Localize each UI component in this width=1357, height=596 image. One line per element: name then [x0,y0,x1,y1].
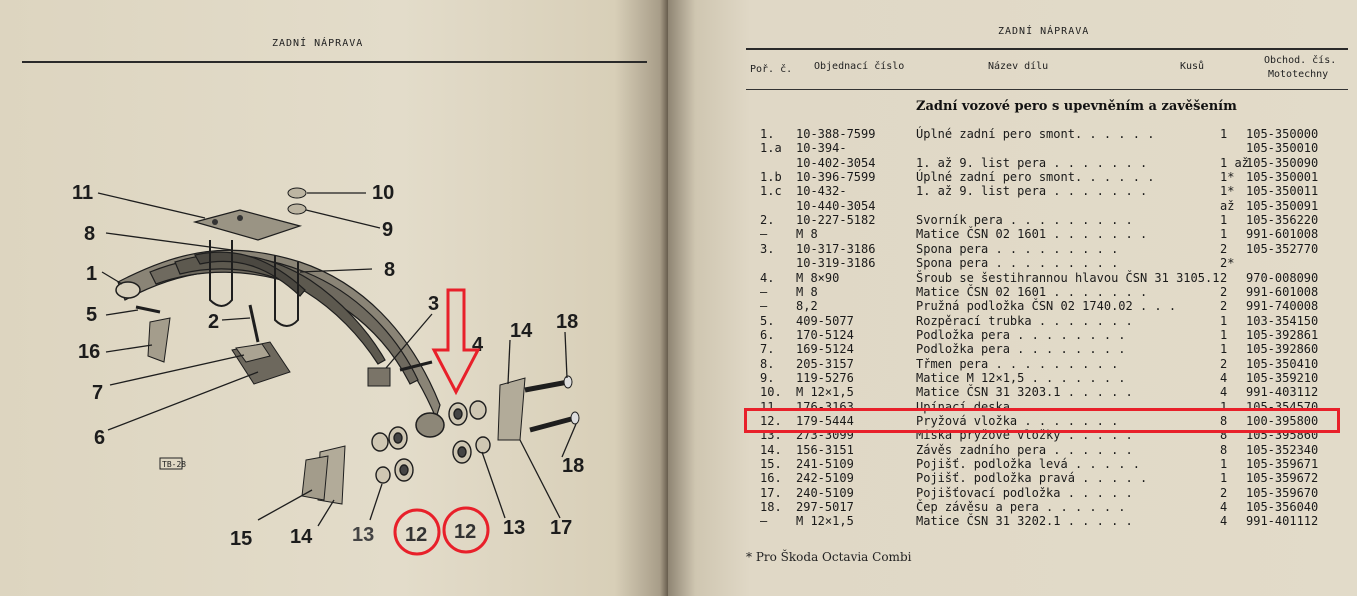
right-page [668,0,1357,596]
cell-index: 10. [760,385,782,400]
table-row [668,314,1357,328]
cell-index: — [760,299,768,314]
right-header-rule [746,48,1348,50]
cell-quantity: 1 [1220,127,1228,141]
cell-part-name: Šroub se šestihrannou hlavou ČSN 31 3105.1 [916,270,1220,285]
cell-order-number: M 8 [796,227,818,242]
table-row [668,500,1357,514]
cell-quantity: 1 až [1220,155,1249,170]
cell-order-number: 10-388-7599 [796,127,876,141]
cell-part-name: Matice ČSN 02 1601 . . . . . . . [916,284,1148,299]
callout-4: 4 [472,334,484,356]
cell-mototechna-number: 105-350000 [1246,127,1319,141]
cell-index: 7. [760,342,775,357]
cell-part-name: Matice ČSN 02 1601 . . . . . . . [916,227,1148,242]
cell-order-number: 156-3151 [796,442,854,457]
callout-13a: 13 [352,524,375,546]
cell-part-name: Upínací deska . . . . . . . . [916,399,1126,414]
cell-part-name: Závěs zadního pera . . . . . . [916,442,1133,457]
cell-index: 2. [760,213,775,228]
cell-mototechna-number: 105-395860 [1246,428,1319,443]
cell-mototechna-number: 105-350410 [1246,356,1319,371]
callout-12a: 12 [405,524,428,546]
cell-part-name: Pružná podložka ČSN 02 1740.02 . . . [916,299,1177,314]
cell-order-number: M 12×1,5 [796,385,854,400]
cell-index: 11. [760,399,782,414]
cell-mototechna-number: 105-359672 [1246,471,1319,486]
cell-index: 1. [760,127,775,141]
callout-17: 17 [550,517,573,539]
cell-part-name: Podložka pera . . . . . . . . [916,327,1126,342]
cell-order-number: 119-5276 [796,370,854,385]
cell-index: 18. [760,500,782,515]
cell-order-number: 170-5124 [796,327,854,342]
cell-mototechna-number: 103-354150 [1246,313,1319,328]
cell-part-name: Úplné zadní pero smont. . . . . . [916,170,1155,185]
cell-index: — [760,284,768,299]
cell-mototechna-number: 105-350010 [1246,141,1319,156]
col-header-order: Objednací číslo [814,61,905,72]
cell-part-name: Svorník pera . . . . . . . . . [916,213,1133,228]
spring-eye-left [116,282,140,298]
col-header-index: Poř. č. [750,64,793,75]
cell-order-number: 10-319-3186 [796,256,876,271]
section-title: Zadní vozové pero s upevněním a zavěšením [916,99,1237,114]
spring-eye-right [416,413,444,437]
cell-mototechna-number: 105-350001 [1246,170,1319,185]
cell-mototechna-number: 105-359210 [1246,370,1319,385]
cell-part-name: Pryžová vložka . . . . . . . [916,414,1119,428]
table-row [668,256,1357,270]
callout-18b: 18 [562,455,585,477]
shackle-pins-18 [525,382,575,430]
right-page-header: ZADNÍ NÁPRAVA [998,26,1090,37]
cell-index: 14. [760,442,782,457]
table-row [668,385,1357,399]
cell-mototechna-number: 105-352340 [1246,442,1319,457]
cell-mototechna-number: 105-350090 [1246,155,1319,170]
table-row [668,156,1357,170]
cell-quantity: 1 [1220,342,1228,357]
cell-mototechna-number: 105-352770 [1246,241,1319,256]
cell-quantity: 2 [1220,485,1228,500]
cell-quantity: 1 [1220,227,1228,242]
cell-part-name: Spona pera . . . . . . . . . [916,241,1119,256]
column-header-rule [746,89,1348,90]
table-row [668,127,1357,141]
cell-index: — [760,514,768,529]
exploded-leaf-spring-diagram [0,0,668,596]
footnote: * Pro Škoda Octavia Combi [746,550,912,564]
cell-quantity: 8 [1220,428,1228,443]
table-row [668,184,1357,198]
cell-index: 1.b [760,170,782,185]
table-row [668,328,1357,342]
callout-12b: 12 [454,521,477,543]
cell-index: 17. [760,485,782,500]
table-row [668,285,1357,299]
cell-order-number: 10-394- [796,141,847,156]
cell-part-name: Třmen pera . . . . . . . . . [916,356,1119,371]
cell-quantity: 1* [1220,170,1235,185]
cell-part-name: 1. až 9. list pera . . . . . . . [916,184,1148,199]
table-row [668,242,1357,256]
cell-order-number: 10-396-7599 [796,170,876,185]
nut-10 [288,188,306,198]
callout-11: 11 [72,182,94,204]
red-highlight-row-12 [744,408,1340,433]
table-row [668,141,1357,155]
cell-quantity: 4 [1220,514,1228,529]
callout-6: 6 [94,427,106,449]
cell-index: — [760,227,768,242]
cell-quantity: 1 [1220,213,1228,228]
cell-index: 16. [760,471,782,486]
cell-order-number: M 12×1,5 [796,514,854,529]
callout-18a: 18 [556,311,579,333]
cell-mototechna-number: 100-395800 [1246,414,1319,428]
cell-quantity: 1 [1220,457,1228,472]
cell-order-number: 176-3163 [796,399,854,414]
table-row [668,299,1357,313]
cell-order-number: 409-5077 [796,313,854,328]
cell-part-name: 1. až 9. list pera . . . . . . . [916,155,1148,170]
cell-index: 6. [760,327,775,342]
clamp-plate [195,210,300,240]
cell-mototechna-number: 991-601008 [1246,284,1319,299]
cell-quantity: 1* [1220,184,1235,199]
cell-order-number: 10-432- [796,184,847,199]
callout-14b: 14 [290,526,313,548]
cell-index: 13. [760,428,782,443]
cell-quantity: 2* [1220,256,1235,271]
cell-quantity: 1 [1220,313,1228,328]
cell-mototechna-number: 105-392860 [1246,342,1319,357]
cell-index: 3. [760,241,775,256]
cell-part-name: Pojišť. podložka levá . . . . . [916,457,1140,472]
cell-index: 5. [760,313,775,328]
cell-order-number: M 8 [796,284,818,299]
cell-part-name: Čep závěsu a pera . . . . . . [916,500,1126,515]
cell-quantity: 4 [1220,500,1228,515]
callout-7: 7 [92,382,104,404]
callout-1: 1 [86,263,98,285]
left-page [0,0,668,596]
nut-9 [288,204,306,214]
cell-quantity: 8 [1220,442,1228,457]
cell-index: 1.a [760,141,782,156]
cell-order-number: 10-402-3054 [796,155,876,170]
callout-9: 9 [382,219,394,241]
cell-part-name: Pojišť. podložka pravá . . . . . [916,471,1148,486]
table-row [668,486,1357,500]
cell-order-number: 297-5017 [796,500,854,515]
cell-part-name: Rozpěrací trubka . . . . . . . [916,313,1133,328]
left-page-header: ZADNÍ NÁPRAVA [272,38,364,49]
cell-quantity: 1 [1220,399,1228,414]
cell-mototechna-number: 991-740008 [1246,299,1319,314]
table-row [668,213,1357,227]
cell-mototechna-number: 105-350091 [1246,198,1319,213]
cell-quantity: 1 [1220,471,1228,486]
cell-order-number: 241-5109 [796,457,854,472]
table-row [668,357,1357,371]
cell-part-name: Pojišťovací podložka . . . . . [916,485,1133,500]
cell-index: 15. [760,457,782,472]
callout-2: 2 [208,311,220,333]
bolt-2 [250,305,258,342]
cell-quantity: 4 [1220,370,1228,385]
cell-quantity: až [1220,198,1235,213]
cell-mototechna-number: 105-392861 [1246,327,1319,342]
col-header-mototechna-1: Obchod. čís. [1264,55,1337,66]
cell-index: 4. [760,270,775,285]
figure-stamp: TB-28 [162,460,187,469]
table-row [668,170,1357,184]
cell-part-name: Spona pera . . . . . . . . . [916,256,1119,271]
col-header-name: Název dílu [988,61,1049,72]
cell-order-number: 205-3157 [796,356,854,371]
cell-order-number: M 8×90 [796,270,840,285]
cell-order-number: 10-227-5182 [796,213,876,228]
cell-mototechna-number: 105-356040 [1246,500,1319,515]
cell-quantity: 4 [1220,385,1228,400]
washer-16 [148,318,170,362]
callout-16: 16 [78,341,101,363]
table-row [668,342,1357,356]
cell-mototechna-number: 970-008090 [1246,270,1319,285]
col-header-qty: Kusů [1180,61,1205,72]
cell-order-number: 10-317-3186 [796,241,876,256]
table-row [668,227,1357,241]
table-row [668,271,1357,285]
cell-order-number: 240-5109 [796,485,854,500]
cell-order-number: 8,2 [796,299,818,314]
table-row [668,457,1357,471]
cell-quantity: 2 [1220,270,1228,285]
cell-part-name: Matice ČSN 31 3203.1 . . . . . [916,385,1133,400]
cell-mototechna-number: 105-359671 [1246,457,1319,472]
cell-quantity: 2 [1220,356,1228,371]
cell-mototechna-number: 991-401112 [1246,514,1319,529]
cell-index: 1.c [760,184,782,199]
cell-mototechna-number: 105-350011 [1246,184,1319,199]
cell-order-number: 10-440-3054 [796,198,876,213]
cell-index: 12. [760,414,782,428]
cell-quantity: 2 [1220,299,1228,314]
shackle-14-right [498,378,525,440]
cell-part-name: Podložka pera . . . . . . . . [916,342,1126,357]
table-row [668,471,1357,485]
callout-5: 5 [86,304,98,326]
cell-order-number: 242-5109 [796,471,854,486]
cell-mototechna-number: 991-403112 [1246,385,1319,400]
cell-order-number: 169-5124 [796,342,854,357]
cell-quantity: 2 [1220,241,1228,256]
table-row [668,199,1357,213]
cell-order-number: 179-5444 [796,414,854,428]
callout-10: 10 [372,182,395,204]
cell-mototechna-number: 105-354570 [1246,399,1319,414]
table-row [668,443,1357,457]
cell-quantity: 2 [1220,284,1228,299]
cell-mototechna-number: 991-601008 [1246,227,1319,242]
table-row [668,514,1357,528]
cell-mototechna-number: 105-359670 [1246,485,1319,500]
cell-order-number: 273-3099 [796,428,854,443]
cell-index: 9. [760,370,775,385]
cell-index: 8. [760,356,775,371]
cell-quantity: 1 [1220,327,1228,342]
col-header-mototechna-2: Mototechny [1268,69,1329,80]
callout-14a: 14 [510,320,533,342]
cell-quantity: 8 [1220,414,1228,428]
callout-13b: 13 [503,517,526,539]
callout-8a: 8 [84,223,96,245]
callout-3: 3 [428,293,440,315]
pin-5 [136,307,160,312]
cell-part-name: Miska pryžové vložky . . . . . [916,428,1133,443]
cell-part-name: Matice M 12×1,5 . . . . . . . [916,370,1126,385]
cell-part-name: Matice ČSN 31 3202.1 . . . . . [916,514,1133,529]
callout-8b: 8 [384,259,396,281]
cell-part-name: Úplné zadní pero smont. . . . . . [916,127,1155,141]
cell-mototechna-number: 105-356220 [1246,213,1319,228]
spring-clip-3 [368,368,390,386]
table-row [668,371,1357,385]
callout-15: 15 [230,528,253,550]
